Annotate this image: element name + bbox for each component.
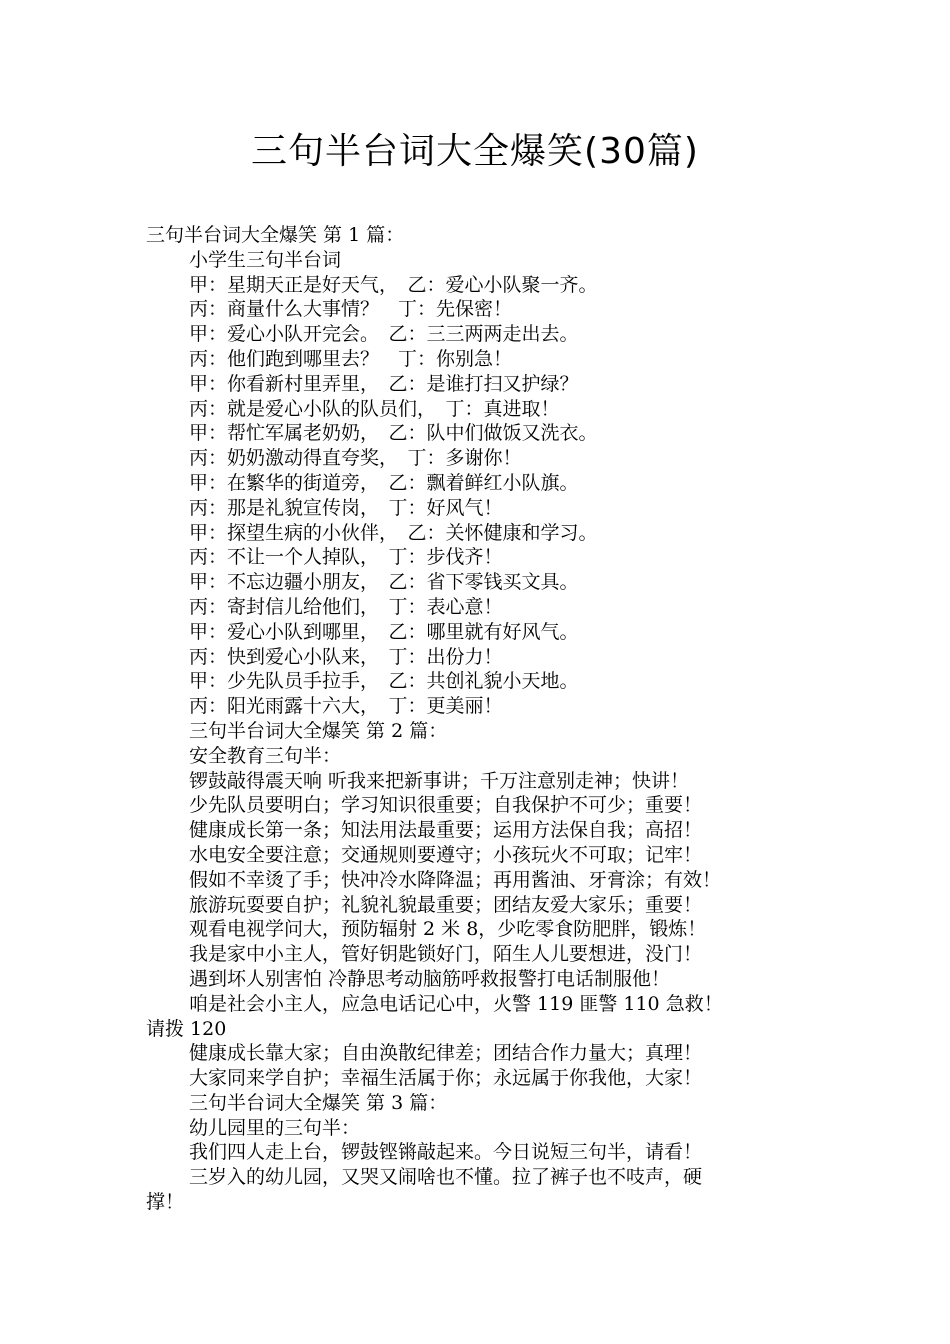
text-line: 丙：不让一个人掉队， 丁：步伐齐！ bbox=[189, 546, 503, 569]
text-line: 旅游玩耍要自护；礼貌礼貌最重要；团结友爱大家乐；重要！ bbox=[189, 893, 703, 916]
text-line: 健康成长第一条；知法用法最重要；运用方法保自我；高招！ bbox=[189, 819, 703, 842]
text-line: 我们四人走上台，锣鼓铿锵敲起来。今日说短三句半，请看！ bbox=[189, 1141, 703, 1164]
text-line: 丙：寄封信儿给他们， 丁：表心意！ bbox=[189, 595, 503, 618]
text-line: 咱是社会小主人，应急电话记心中，火警 119 匪警 110 急救！ bbox=[189, 992, 723, 1015]
text-line: 锣鼓敲得震天响 听我来把新事讲；千万注意别走神；快讲！ bbox=[189, 769, 690, 792]
text-line: 三岁入的幼儿园，又哭又闹啥也不懂。拉了裤子也不吱声，硬 bbox=[189, 1166, 703, 1189]
text-line: 三句半台词大全爆笑 第 2 篇： bbox=[189, 719, 448, 742]
text-line: 丙：那是礼貌宣传岗， 丁：好风气！ bbox=[189, 496, 503, 519]
text-line: 水电安全要注意；交通规则要遵守；小孩玩火不可取；记牢！ bbox=[189, 843, 703, 866]
text-line: 大家同来学自护；幸福生活属于你；永远属于你我他，大家！ bbox=[189, 1067, 703, 1090]
document-title: 三句半台词大全爆笑(30篇) bbox=[251, 131, 699, 172]
text-line: 甲：星期天正是好天气， 乙：爱心小队聚一齐。 bbox=[189, 273, 598, 296]
text-line: 三句半台词大全爆笑 第 1 篇： bbox=[146, 224, 405, 246]
text-line: 丙：就是爱心小队的队员们， 丁：真进取！ bbox=[189, 397, 560, 420]
text-line: 甲：少先队员手拉手， 乙：共创礼貌小天地。 bbox=[189, 670, 579, 693]
text-line: 安全教育三句半： bbox=[189, 744, 342, 767]
text-line: 甲：探望生病的小伙伴， 乙：关怀健康和学习。 bbox=[189, 521, 598, 544]
text-line: 小学生三句半台词 bbox=[189, 248, 342, 271]
text-line: 幼儿园里的三句半： bbox=[189, 1116, 361, 1139]
text-line: 甲：你看新村里弄里， 乙：是谁打扫又护绿？ bbox=[189, 372, 579, 395]
text-line: 请拨 120 bbox=[146, 1017, 227, 1040]
text-line: 健康成长靠大家；自由涣散纪律差；团结合作力量大；真理！ bbox=[189, 1042, 703, 1065]
text-line: 遇到坏人别害怕 冷静思考动脑筋呼救报警打电话制服他！ bbox=[189, 967, 671, 990]
text-line: 少先队员要明白；学习知识很重要；自我保护不可少；重要！ bbox=[189, 794, 703, 817]
text-line: 甲：帮忙军属老奶奶， 乙：队中们做饭又洗衣。 bbox=[189, 422, 598, 445]
text-line: 我是家中小主人，管好钥匙锁好门，陌生人儿要想进，没门！ bbox=[189, 943, 703, 966]
text-line: 假如不幸烫了手；快冲冷水降降温；再用酱油、牙膏涂；有效！ bbox=[189, 868, 722, 891]
text-line: 甲：在繁华的街道旁， 乙：飘着鲜红小队旗。 bbox=[189, 471, 579, 494]
text-line: 甲：爱心小队到哪里， 乙：哪里就有好风气。 bbox=[189, 620, 579, 643]
text-line: 撑！ bbox=[146, 1191, 185, 1214]
text-line: 丙：快到爱心小队来， 丁：出份力！ bbox=[189, 645, 503, 668]
text-line: 三句半台词大全爆笑 第 3 篇： bbox=[189, 1091, 448, 1114]
text-line: 观看电视学问大，预防辐射 2 米 8，少吃零食防肥胖，锻炼！ bbox=[189, 918, 707, 941]
text-line: 丙：奶奶激动得直夸奖， 丁：多谢你！ bbox=[189, 447, 522, 470]
text-line: 丙：他们跑到哪里去？ 丁：你别急！ bbox=[189, 347, 513, 370]
text-line: 丙：阳光雨露十六大， 丁：更美丽！ bbox=[189, 695, 503, 718]
text-line: 甲：不忘边疆小朋友， 乙：省下零钱买文具。 bbox=[189, 571, 579, 594]
text-line: 甲：爱心小队开完会。 乙：三三两两走出去。 bbox=[189, 323, 579, 346]
document-body bbox=[146, 223, 826, 1215]
text-line: 丙：商量什么大事情？ 丁：先保密！ bbox=[189, 298, 513, 321]
